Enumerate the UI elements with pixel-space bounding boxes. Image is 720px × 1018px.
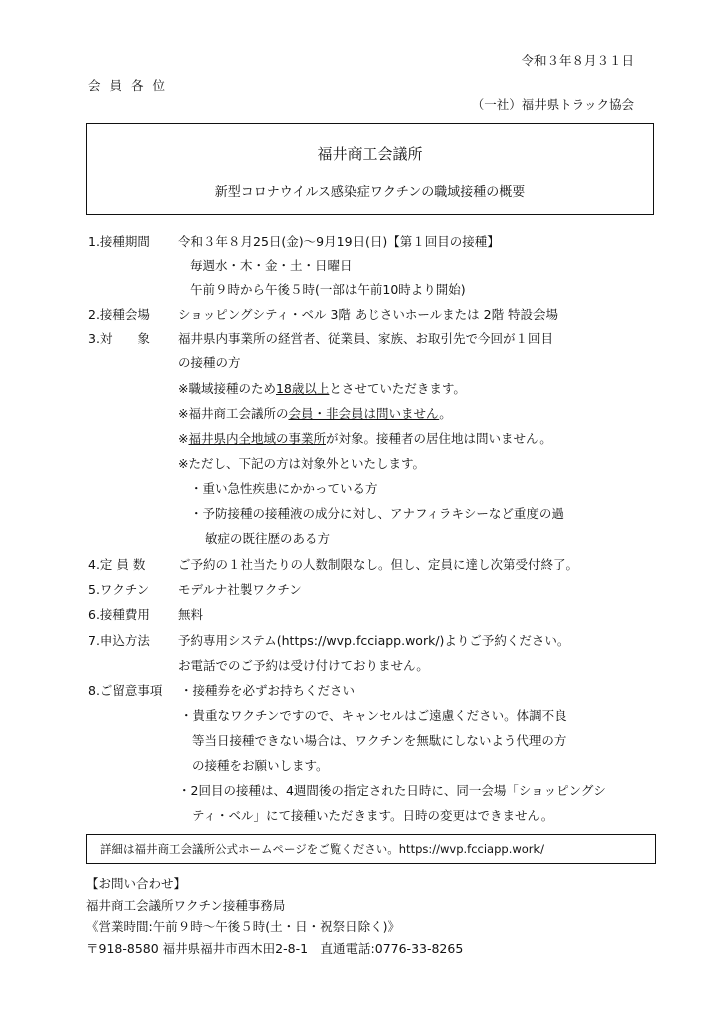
notes-bullet-1: ・接種券を必ずお持ちください xyxy=(180,683,356,698)
label-capacity: 4.定 員 数 xyxy=(88,557,146,572)
note-text: が対象。接種者の居住地は問いません。 xyxy=(326,431,552,446)
note-text: とさせていただきます。 xyxy=(329,381,466,396)
notes-bullet-2-cont1: 等当日接種できない場合は、ワクチンを無駄にしないよう代理の方 xyxy=(192,733,567,748)
label-cost: 6.接種費用 xyxy=(88,607,150,622)
period-line3: 午前９時から午後５時(一部は午前10時より開始) xyxy=(190,282,466,297)
venue-line1: ショッピングシティ・ベル 3階 あじさいホールまたは 2階 特設会場 xyxy=(178,307,559,322)
label-apply: 7.申込方法 xyxy=(88,633,150,648)
target-note-membership xyxy=(178,405,452,423)
note-underlined: 18歳以上 xyxy=(275,381,330,396)
vaccine-line1: モデルナ社製ワクチン xyxy=(178,582,302,597)
label-period: 1.接種期間 xyxy=(88,234,150,249)
target-line1: 福井県内事業所の経営者、従業員、家族、お取引先で今回が１回目 xyxy=(178,331,554,346)
period-line2: 毎週水・木・金・土・日曜日 xyxy=(190,258,353,273)
notes-bullet-2-cont2: の接種をお願いします。 xyxy=(192,758,329,773)
note-text: ※福井商工会議所の xyxy=(178,406,289,421)
notes-bullet-2: ・貴重なワクチンですので、キャンセルはご遠慮ください。体調不良 xyxy=(180,708,567,723)
exclusion-bullet-2-cont: 敏症の既往歴のある方 xyxy=(205,531,331,546)
cost-line1: 無料 xyxy=(178,607,204,622)
sender-association: （一社）福井県トラック協会 xyxy=(471,97,634,112)
label-notes: 8.ご留意事項 xyxy=(88,683,163,698)
target-note-exclusion: ※ただし、下記の方は対象外といたします。 xyxy=(178,456,425,471)
title-organization: 福井商工会議所 xyxy=(317,145,423,163)
title-subtitle: 新型コロナウイルス感染症ワクチンの職域接種の概要 xyxy=(214,185,526,200)
document-date: 令和３年８月３１日 xyxy=(521,53,634,68)
contact-heading: 【お問い合わせ】 xyxy=(86,876,187,891)
note-underlined: 福井県内全地域の事業所 xyxy=(188,431,326,446)
note-text: ※職域接種のため xyxy=(178,381,276,396)
details-box xyxy=(86,834,656,864)
contact-hours: 《営業時間:午前９時～午後５時(土・日・祝祭日除く)》 xyxy=(86,919,400,934)
period-line1: 令和３年８月25日(金)～9月19日(日)【第１回目の接種】 xyxy=(178,234,500,249)
apply-line1: 予約専用システム(https://wvp.fcciapp.work/)よりご予約ください。 xyxy=(178,633,570,648)
apply-line2: お電話でのご予約は受け付けておりません。 xyxy=(178,658,429,673)
target-note-region xyxy=(178,430,552,448)
target-line2: の接種の方 xyxy=(178,355,241,370)
target-note-age xyxy=(178,380,466,398)
label-vaccine: 5.ワクチン xyxy=(88,582,150,597)
capacity-line1: ご予約の１社当たりの人数制限なし。但し、定員に達し次第受付終了。 xyxy=(178,557,579,572)
note-text: ※ xyxy=(178,431,189,446)
notes-bullet-3-cont: ティ・ベル」にて接種いただきます。日時の変更はできません。 xyxy=(192,808,554,823)
label-target: 3.対 象 xyxy=(88,331,150,346)
note-text: 。 xyxy=(439,406,452,421)
addressee: 会員各位 xyxy=(88,78,175,93)
exclusion-bullet-2: ・予防接種の接種液の成分に対し、アナフィラキシーなど重度の過 xyxy=(190,506,564,521)
contact-address: 〒918-8580 福井県福井市西木田2-8-1 直通電話:0776-33-8265 xyxy=(86,941,464,956)
note-underlined: 会員・非会員は問いません xyxy=(288,406,440,421)
title-box xyxy=(86,123,654,215)
notes-bullet-3: ・2回目の接種は、4週間後の指定された日時に、同一会場「ショッピングシ xyxy=(178,783,606,798)
details-text: 詳細は福井商工会議所公式ホームページをご覧ください。https://wvp.fcciapp.work/ xyxy=(100,842,545,856)
label-venue: 2.接種会場 xyxy=(88,307,150,322)
contact-office: 福井商工会議所ワクチン接種事務局 xyxy=(86,898,286,913)
exclusion-bullet-1: ・重い急性疾患にかかっている方 xyxy=(190,481,378,496)
